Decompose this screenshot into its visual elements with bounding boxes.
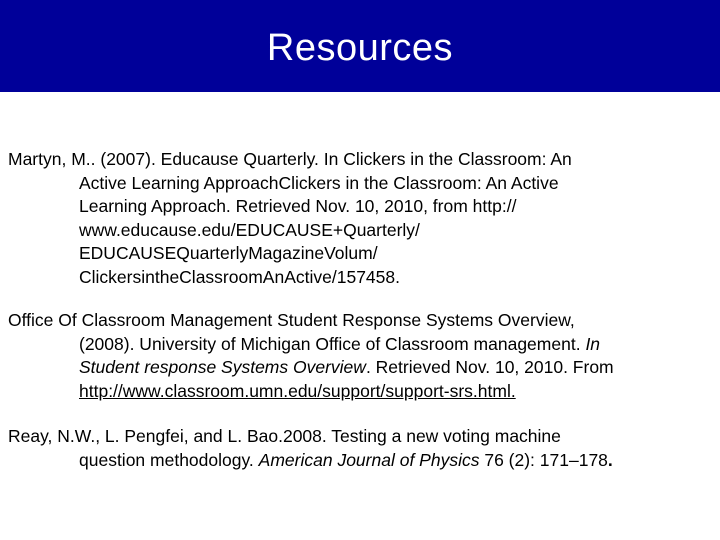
ref3-journal: American Journal of Physics [258,449,480,470]
ref1-line3: Learning Approach. Retrieved Nov. 10, 2010, from http:// [79,196,517,216]
ref3-end: . [607,449,613,470]
ref2-italic-title: Student response Systems Overview [79,357,366,377]
ref1-line6: ClickersintheClassroomAnActive/157458. [79,266,400,287]
reference-martyn [8,148,714,289]
title-bar [0,0,720,92]
ref1-line2: Active Learning Approach [79,172,279,193]
ref2-line1: Office Of Classroom Management Student Response Systems Overview, [8,310,575,330]
reference-list [8,148,714,472]
ref3-line1: Reay, N.W., L. Pengfei, and L. Bao.2008. Testing a new voting machine [8,426,561,446]
ref1-line1: Martyn, M.. (2007). Educause Quarterly. In Clickers in the Classroom: An [8,149,572,169]
reference-office-classroom [8,309,714,403]
reference-reay [8,425,714,472]
ref3-citation: 76 (2): 171–178 [484,449,608,470]
ref2-italic-in: In [585,333,601,354]
ref2-line3: . Retrieved Nov. 10, 2010. From [365,357,614,377]
ref1-line5: EDUCAUSEQuarterlyMagazineVolum/ [79,243,378,263]
ref2-link[interactable]: http://www.classroom.umn.edu/support/support-srs.html. [79,380,516,401]
ref1-line4: www.educause.edu/EDUCAUSE+Quarterly/ [79,219,420,240]
ref1-line2b: Clickers in the Classroom: An Active [278,172,559,193]
slide-title: Resources [266,26,454,69]
ref3-line2: question methodology. [79,449,254,470]
ref2-line2: (2008). University of Michigan Office of Classroom management. [79,333,581,354]
